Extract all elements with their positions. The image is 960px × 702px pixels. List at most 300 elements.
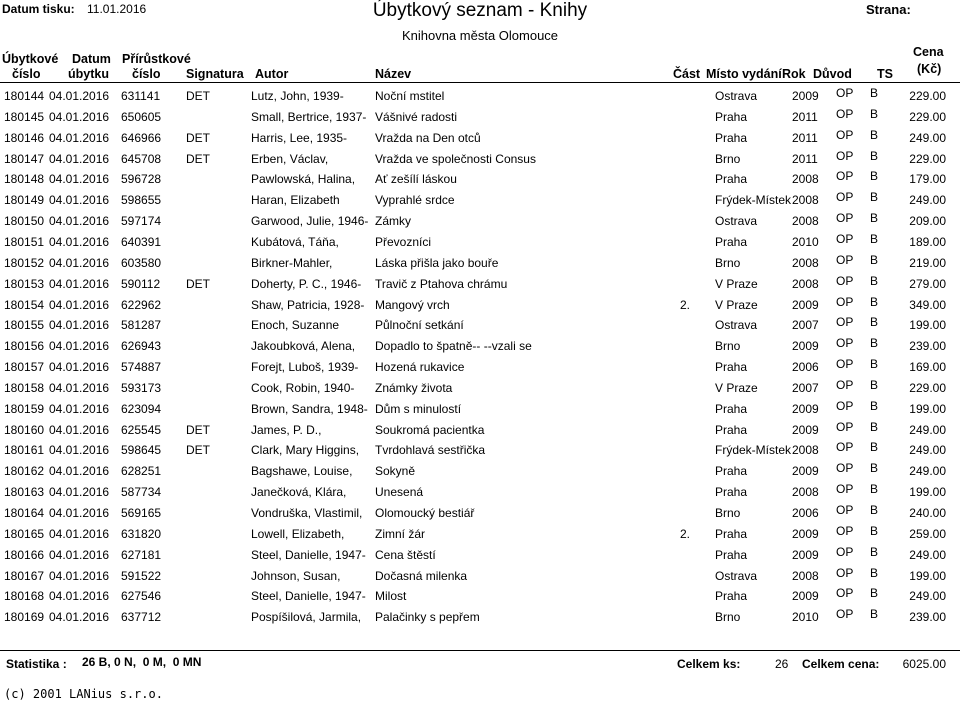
row-date: 04.01.2016 [49,255,110,270]
row-place: Brno [715,610,741,625]
row-author: Erben, Václav, [251,151,329,166]
row-reason: OP [836,190,854,205]
row-title: Soukromá pacientka [375,422,485,437]
row-date: 04.01.2016 [49,130,110,145]
stats-label: Statistika : [6,657,67,671]
row-ts: B [870,86,879,100]
row-ts: B [870,273,879,288]
row-reason: OP [836,315,854,330]
row-place: V Praze [715,297,758,312]
table-row [0,439,960,460]
count-value: 26 [775,657,789,671]
row-author: Kubátová, Táňa, [251,234,339,249]
row-number: 180155 [4,318,45,333]
row-ts: B [870,336,879,351]
row-accession-number: 631141 [121,89,161,103]
row-accession-number: 603580 [121,255,162,270]
row-reason: OP [836,106,854,121]
row-year: 2009 [792,401,819,416]
col-duvod: Důvod [813,67,852,81]
row-date: 04.01.2016 [49,485,110,500]
row-year: 2009 [792,464,819,479]
row-ts: B [870,503,879,517]
row-title: Vyprahlé srdce [375,193,455,208]
row-number: 180145 [4,109,45,124]
row-reason: OP [836,607,854,622]
row-author: Birkner-Mahler, [251,255,333,270]
table-row [0,544,960,565]
row-accession-number: 646966 [121,130,162,145]
row-date: 04.01.2016 [49,89,110,103]
table-row [0,148,960,169]
row-part: 2. [680,297,691,312]
row-price: 239.00 [909,339,946,354]
col-misto: Místo vydání [706,67,782,81]
row-title: Hozená rukavice [375,360,465,375]
col-ubytkove-1: Úbytkové [2,52,59,66]
row-place: Frýdek-Místek [715,193,792,208]
total-price-label: Celkem cena: [802,657,880,671]
row-ts: B [870,315,879,330]
row-reason: OP [836,398,854,413]
row-accession-number: 625545 [121,422,162,437]
row-number: 180158 [4,380,45,395]
row-ts: B [870,607,879,622]
row-author: Forejt, Luboš, 1939- [251,360,359,375]
row-author: Brown, Sandra, 1948- [251,401,368,416]
row-reason: OP [836,419,854,434]
row-accession-number: 569165 [121,506,162,520]
row-place: Praha [715,130,748,145]
row-title: Dopadlo to špatně-- --vzali se [375,339,532,354]
row-number: 180146 [4,130,45,145]
row-part: 2. [680,526,691,541]
row-author: Janečková, Klára, [251,485,347,500]
col-datum-2: úbytku [68,67,109,81]
row-number: 180163 [4,485,45,500]
row-title: Dům s minulostí [375,401,462,416]
row-reason: OP [836,231,854,246]
row-year: 2009 [792,89,819,103]
row-place: V Praze [715,380,758,395]
row-accession-number: 581287 [121,318,162,333]
row-date: 04.01.2016 [49,401,110,416]
row-price: 249.00 [909,130,946,145]
row-ts: B [870,357,879,372]
row-author: Clark, Mary Higgins, [251,443,360,458]
row-year: 2008 [792,255,819,270]
row-price: 199.00 [909,568,946,583]
row-author: Bagshawe, Louise, [251,464,353,479]
row-ts: B [870,148,879,163]
row-date: 04.01.2016 [49,443,110,458]
table-row [0,502,960,523]
print-date: 11.01.2016 [87,2,147,16]
row-author: James, P. D., [251,422,322,437]
table-row [0,210,960,231]
row-reason: OP [836,273,854,288]
row-price: 199.00 [909,318,946,333]
row-number: 180160 [4,422,45,437]
row-title: Mangový vrch [375,297,450,312]
row-title: Láska přišla jako bouře [375,255,499,270]
row-author: Enoch, Suzanne [251,318,340,333]
table-row [0,356,960,377]
row-date: 04.01.2016 [49,568,110,583]
row-accession-number: 626943 [121,339,162,354]
table-row [0,273,960,294]
row-author: Johnson, Susan, [251,568,341,583]
row-year: 2009 [792,547,819,562]
header-rule [0,82,960,83]
row-year: 2009 [792,526,819,541]
row-number: 180144 [4,89,45,103]
row-signature: DET [186,422,210,437]
row-accession-number: 593173 [121,380,162,395]
row-date: 04.01.2016 [49,276,110,291]
row-reason: OP [836,565,854,580]
row-place: Praha [715,172,748,187]
row-title: Známky života [375,380,453,395]
row-reason: OP [836,169,854,184]
row-accession-number: 596728 [121,172,162,187]
row-year: 2010 [792,610,819,625]
row-year: 2008 [792,172,819,187]
row-place: Brno [715,506,741,520]
row-author: Garwood, Julie, 1946- [251,214,369,229]
row-price: 249.00 [909,589,946,604]
row-ts: B [870,106,879,121]
row-ts: B [870,523,879,538]
col-nazev: Název [375,67,412,81]
row-price: 249.00 [909,443,946,458]
row-author: Harris, Lee, 1935- [251,130,348,145]
row-place: Brno [715,151,741,166]
table-row [0,481,960,502]
row-number: 180161 [4,443,45,458]
row-title: Travič z Ptahova chrámu [375,276,508,291]
row-author: Doherty, P. C., 1946- [251,276,362,291]
row-title: Cena štěstí [375,547,436,562]
row-price: 199.00 [909,401,946,416]
table-row [0,565,960,586]
row-place: Ostrava [715,214,758,229]
row-title: Tvrdohlavá sestřička [375,443,486,458]
row-reason: OP [836,461,854,476]
row-place: Ostrava [715,568,758,583]
row-accession-number: 637712 [121,610,162,625]
row-author: Pawlowská, Halina, [251,172,356,187]
row-date: 04.01.2016 [49,339,110,354]
row-author: Lowell, Elizabeth, [251,526,345,541]
col-cast: Část [673,67,701,81]
row-reason: OP [836,544,854,559]
col-rok: Rok [782,67,806,81]
row-date: 04.01.2016 [49,234,110,249]
row-price: 209.00 [909,214,946,229]
row-ts: B [870,252,879,267]
row-date: 04.01.2016 [49,380,110,395]
row-accession-number: 622962 [121,297,162,312]
row-number: 180167 [4,568,45,583]
row-date: 04.01.2016 [49,422,110,437]
row-date: 04.01.2016 [49,297,110,312]
row-place: Praha [715,401,748,416]
row-accession-number: 631820 [121,526,162,541]
row-ts: B [870,419,879,434]
row-place: Frýdek-Místek [715,443,792,458]
row-number: 180165 [4,526,45,541]
row-accession-number: 628251 [121,464,162,479]
row-author: Lutz, John, 1939- [251,89,344,103]
col-cena-1: Cena [913,45,944,59]
row-number: 180150 [4,214,45,229]
row-title: Milost [375,589,407,604]
footer-rule [0,650,960,651]
row-number: 180153 [4,276,45,291]
row-signature: DET [186,130,210,145]
row-date: 04.01.2016 [49,193,110,208]
count-label: Celkem ks: [677,657,741,671]
row-ts: B [870,377,879,392]
row-ts: B [870,398,879,413]
row-number: 180162 [4,464,45,479]
row-price: 229.00 [909,380,946,395]
row-accession-number: 587734 [121,485,162,500]
row-author: Pospíšilová, Jarmila, [251,610,362,625]
row-price: 179.00 [909,172,946,187]
row-signature: DET [186,443,210,458]
row-author: Shaw, Patricia, 1928- [251,297,365,312]
row-place: Praha [715,464,748,479]
report-title: Úbytkový seznam - Knihy [372,0,588,21]
row-accession-number: 598645 [121,443,162,458]
row-date: 04.01.2016 [49,318,110,333]
row-number: 180169 [4,610,45,625]
row-reason: OP [836,440,854,455]
table-row [0,231,960,252]
row-author: Steel, Danielle, 1947- [251,589,366,604]
row-title: Zámky [375,214,411,229]
row-place: Praha [715,526,748,541]
row-reason: OP [836,523,854,538]
row-ts: B [870,294,879,309]
row-year: 2009 [792,422,819,437]
row-price: 249.00 [909,422,946,437]
row-reason: OP [836,503,854,517]
row-reason: OP [836,377,854,392]
row-place: Praha [715,109,748,124]
row-year: 2008 [792,193,819,208]
table-row [0,106,960,127]
report-subtitle: Knihovna města Olomouce [401,28,559,43]
row-title: Vražda na Den otců [375,130,481,145]
row-title: Noční mstitel [375,89,445,103]
row-year: 2009 [792,297,819,312]
copyright: (c) 2001 LANius s.r.o. [4,687,163,701]
table-row [0,523,960,544]
row-number: 180156 [4,339,45,354]
row-price: 229.00 [909,109,946,124]
table-row [0,606,960,627]
table-row [0,585,960,606]
table-row [0,335,960,356]
col-datum-1: Datum [72,52,111,66]
row-accession-number: 627181 [121,547,162,562]
row-author: Cook, Robin, 1940- [251,380,355,395]
col-ts: TS [877,67,893,81]
row-place: Praha [715,589,748,604]
row-date: 04.01.2016 [49,506,110,520]
row-accession-number: 640391 [121,234,162,249]
row-title: Vášnivé radosti [375,109,458,124]
row-price: 249.00 [909,464,946,479]
row-ts: B [870,169,879,184]
row-signature: DET [186,276,210,291]
row-number: 180151 [4,234,45,249]
row-year: 2008 [792,443,819,458]
row-date: 04.01.2016 [49,464,110,479]
row-ts: B [870,211,879,226]
row-accession-number: 574887 [121,360,162,375]
row-reason: OP [836,86,854,100]
row-number: 180149 [4,193,45,208]
col-cena-2: (Kč) [917,62,942,76]
row-ts: B [870,586,879,601]
row-signature: DET [186,89,210,103]
row-date: 04.01.2016 [49,547,110,562]
row-author: Small, Bertrice, 1937- [251,109,367,124]
row-ts: B [870,440,879,455]
row-year: 2011 [792,109,818,124]
row-number: 180166 [4,547,45,562]
row-ts: B [870,127,879,142]
row-ts: B [870,461,879,476]
table-row [0,85,960,106]
row-price: 259.00 [909,526,946,541]
row-accession-number: 650605 [121,109,162,124]
row-number: 180147 [4,151,45,166]
row-year: 2010 [792,234,819,249]
row-place: Brno [715,255,741,270]
row-number: 180152 [4,255,45,270]
row-author: Vondruška, Vlastimil, [251,506,363,520]
row-price: 229.00 [909,151,946,166]
row-price: 219.00 [909,255,946,270]
row-date: 04.01.2016 [49,360,110,375]
row-date: 04.01.2016 [49,109,110,124]
col-autor: Autor [255,67,289,81]
col-ubytkove-2: číslo [12,67,41,81]
row-price: 229.00 [909,89,946,103]
row-ts: B [870,544,879,559]
table-row [0,419,960,440]
row-price: 249.00 [909,193,946,208]
row-title: Sokyně [375,464,416,479]
row-accession-number: 598655 [121,193,162,208]
col-prirustkove-1: Přírůstkové [122,52,191,66]
row-signature: DET [186,151,210,166]
row-number: 180168 [4,589,45,604]
row-price: 240.00 [909,506,946,520]
row-title: Půlnoční setkání [375,318,464,333]
row-reason: OP [836,357,854,372]
row-title: Zimní žár [375,526,426,541]
row-price: 169.00 [909,360,946,375]
row-price: 199.00 [909,485,946,500]
row-place: Ostrava [715,318,758,333]
row-accession-number: 597174 [121,214,162,229]
row-price: 239.00 [909,610,946,625]
row-year: 2008 [792,276,819,291]
row-year: 2011 [792,130,818,145]
table-row [0,252,960,273]
row-author: Jakoubková, Alena, [251,339,356,354]
page-label: Strana: [866,2,911,17]
row-date: 04.01.2016 [49,214,110,229]
row-year: 2006 [792,360,819,375]
row-ts: B [870,190,879,205]
row-number: 180159 [4,401,45,416]
row-year: 2008 [792,568,819,583]
col-signatura: Signatura [186,67,244,81]
row-price: 249.00 [909,547,946,562]
row-accession-number: 591522 [121,568,162,583]
row-reason: OP [836,211,854,226]
row-ts: B [870,231,879,246]
row-reason: OP [836,252,854,267]
table-row [0,127,960,148]
row-date: 04.01.2016 [49,610,110,625]
row-reason: OP [836,586,854,601]
row-year: 2009 [792,589,819,604]
row-year: 2006 [792,506,819,520]
row-place: Brno [715,339,741,354]
total-price-value: 6025.00 [902,657,946,671]
col-prirustkove-2: číslo [132,67,161,81]
row-author: Steel, Danielle, 1947- [251,547,366,562]
row-title: Ať zešílí láskou [375,172,457,187]
table-row [0,189,960,210]
row-reason: OP [836,294,854,309]
row-ts: B [870,565,879,580]
row-accession-number: 590112 [121,276,161,291]
row-accession-number: 645708 [121,151,162,166]
row-reason: OP [836,482,854,497]
stats-value: 26 B, 0 N, 0 M, 0 MN [82,655,202,669]
row-number: 180148 [4,172,45,187]
row-year: 2007 [792,380,819,395]
row-title: Dočasná milenka [375,568,468,583]
row-place: Praha [715,485,748,500]
row-date: 04.01.2016 [49,589,110,604]
row-date: 04.01.2016 [49,151,110,166]
row-year: 2009 [792,339,819,354]
table-row [0,377,960,398]
table-row [0,294,960,315]
row-title: Palačinky s pepřem [375,610,480,625]
print-date-label: Datum tisku: [2,2,75,16]
row-year: 2008 [792,214,819,229]
row-title: Převozníci [375,234,432,249]
table-row [0,168,960,189]
row-number: 180154 [4,297,45,312]
row-place: Praha [715,360,748,375]
row-year: 2008 [792,485,819,500]
row-author: Haran, Elizabeth [251,193,340,208]
row-accession-number: 623094 [121,401,162,416]
row-price: 279.00 [909,276,946,291]
